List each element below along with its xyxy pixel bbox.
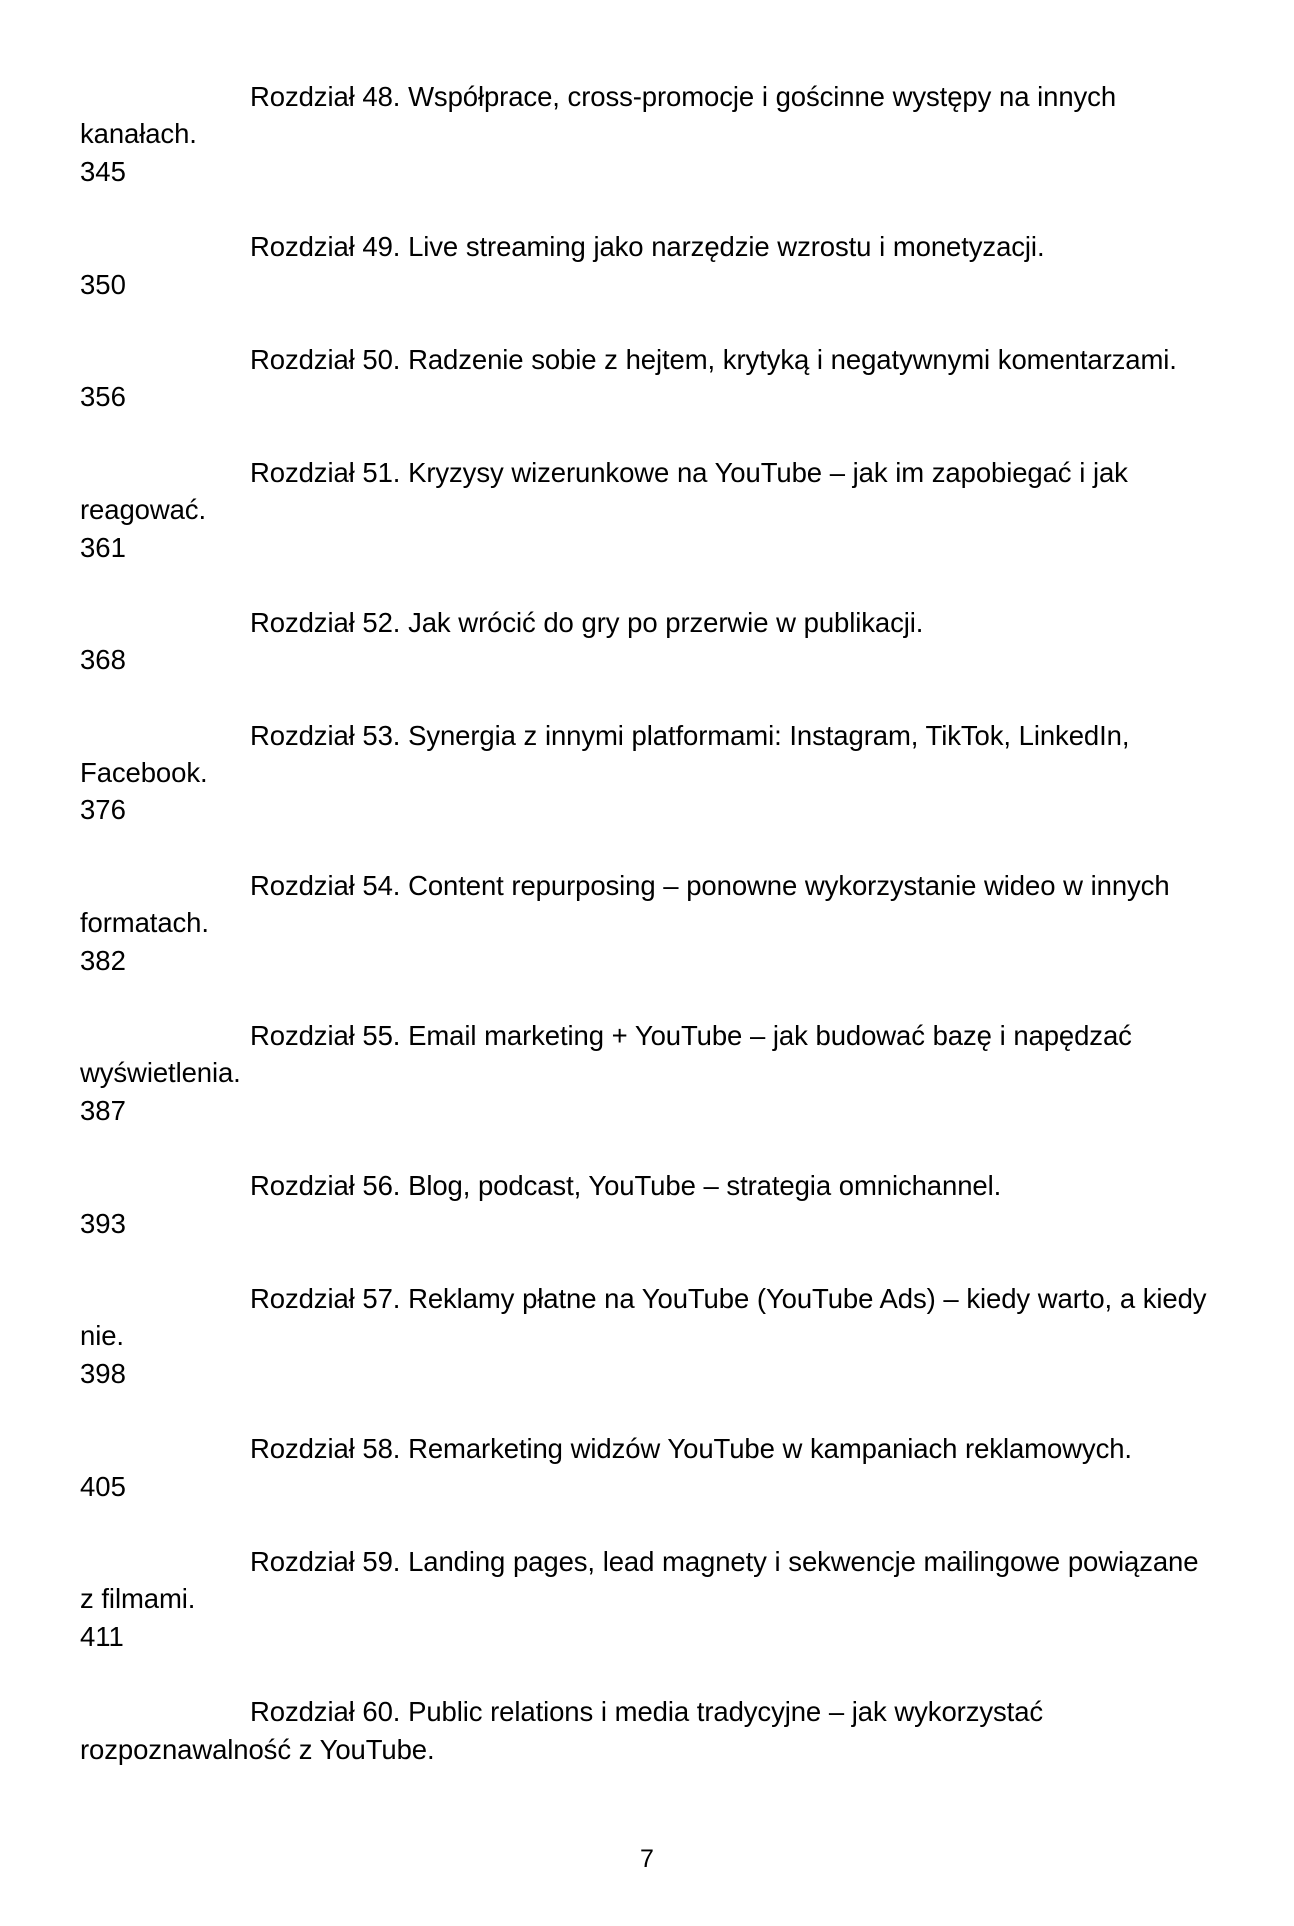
toc-entry-page: 398 <box>80 1357 126 1389</box>
toc-entry-title: Rozdział 58. Remarketing widzów YouTube w kampaniach reklamowych. <box>250 1433 1132 1465</box>
toc-entry-title: Rozdział 52. Jak wrócić do gry po przerwie w publikacji. <box>250 606 924 638</box>
toc-entry-title: Rozdział 60. Public relations i media tradycyjne – jak wykorzystać rozpoznawalność z YouTube. <box>80 1696 1044 1765</box>
toc-entry <box>80 1167 1214 1242</box>
toc-entry <box>80 78 1214 190</box>
page-number-footer: 7 <box>640 1845 654 1873</box>
toc-entry <box>80 228 1214 303</box>
toc-entry <box>80 341 1214 416</box>
toc-entry-title: Rozdział 50. Radzenie sobie z hejtem, krytyką i negatywnymi komentarzami. <box>250 343 1177 375</box>
toc-entry-title: Rozdział 57. Reklamy płatne na YouTube (YouTube Ads) – kiedy warto, a kiedy nie. <box>80 1282 1207 1352</box>
toc-entry-title: Rozdział 56. Blog, podcast, YouTube – strategia omnichannel. <box>250 1170 1002 1202</box>
toc-entry-title: Rozdział 51. Kryzysy wizerunkowe na YouTube – jak im zapobiegać i jak reagować. <box>80 456 1128 526</box>
toc-entry <box>80 1693 1214 1768</box>
toc-entry <box>80 717 1214 829</box>
toc-entry <box>80 454 1214 566</box>
toc-entry-title: Rozdział 55. Email marketing + YouTube – jak budować bazę i napędzać wyświetlenia. <box>80 1020 1132 1089</box>
toc-entry-page: 382 <box>80 944 126 976</box>
toc-entry <box>80 604 1214 679</box>
toc-entry-title: Rozdział 49. Live streaming jako narzędzie wzrostu i monetyzacji. <box>250 231 1045 263</box>
toc-entry-page: 411 <box>80 1620 124 1652</box>
toc-entry-title: Rozdział 59. Landing pages, lead magnety i sekwencje mailingowe powiązane z filmami. <box>80 1545 1199 1615</box>
toc-entry-page: 376 <box>80 794 126 826</box>
toc-entry <box>80 867 1214 979</box>
toc-entry-title: Rozdział 48. Współprace, cross-promocje i gościnne występy na innych kanałach. <box>80 81 1117 150</box>
toc-entry-page: 345 <box>80 155 126 187</box>
toc-entry-title: Rozdział 54. Content repurposing – ponowne wykorzystanie wideo w innych formatach. <box>80 869 1170 939</box>
toc-entry-page: 368 <box>80 644 126 676</box>
toc-entry <box>80 1543 1214 1655</box>
toc-entry-page: 405 <box>80 1470 126 1502</box>
table-of-contents <box>80 78 1214 1768</box>
toc-entry-page: 350 <box>80 268 126 300</box>
toc-entry-page: 361 <box>80 531 126 563</box>
toc-entry-page: 356 <box>80 381 126 413</box>
toc-entry <box>80 1430 1214 1505</box>
toc-entry <box>80 1017 1214 1129</box>
toc-entry-title: Rozdział 53. Synergia z innymi platformami: Instagram, TikTok, LinkedIn, Facebook. <box>80 719 1130 789</box>
toc-entry-page: 387 <box>80 1094 126 1126</box>
toc-entry-page: 393 <box>80 1207 126 1239</box>
toc-entry <box>80 1280 1214 1392</box>
